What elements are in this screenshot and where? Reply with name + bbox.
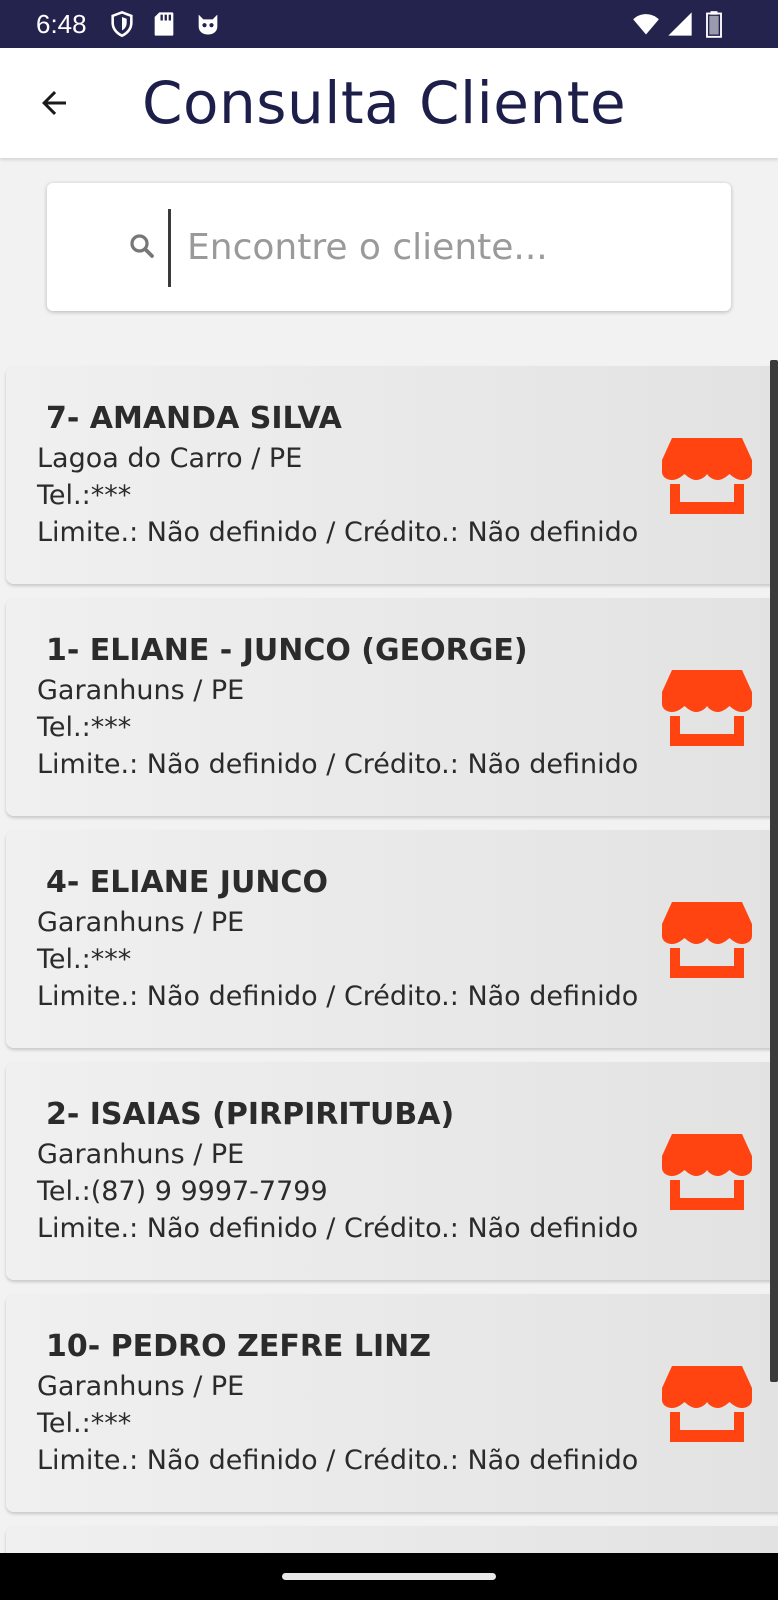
client-city: Garanhuns / PE — [37, 1139, 245, 1170]
client-name: 10- PEDRO ZEFRE LINZ — [46, 1329, 431, 1364]
sd-card-icon — [150, 10, 178, 38]
client-card[interactable] — [6, 1062, 778, 1280]
client-credit: Limite.: Não definido / Crédito.: Não definido — [37, 749, 639, 780]
text-cursor — [168, 209, 171, 287]
status-time: 6:48 — [36, 9, 87, 39]
client-credit: Limite.: Não definido / Crédito.: Não definido — [37, 1445, 639, 1476]
client-credit: Limite.: Não definido / Crédito.: Não definido — [37, 1213, 639, 1244]
client-credit: Limite.: Não definido / Crédito.: Não definido — [37, 981, 639, 1012]
arrow-left-icon — [36, 85, 72, 121]
search-input[interactable] — [187, 213, 717, 281]
back-button[interactable] — [26, 78, 82, 128]
shield-icon — [108, 10, 136, 38]
client-list[interactable] — [0, 360, 778, 1553]
client-credit: Limite.: Não definido / Crédito.: Não definido — [37, 517, 639, 548]
store-icon[interactable] — [662, 902, 752, 978]
client-city: Lagoa do Carro / PE — [37, 443, 303, 474]
battery-icon — [700, 10, 728, 38]
search-icon — [127, 231, 157, 261]
page-title: Consulta Cliente — [142, 69, 627, 137]
client-name: 4- ELIANE JUNCO — [46, 865, 328, 900]
signal-icon — [666, 10, 694, 38]
app-header — [0, 48, 778, 158]
search-box[interactable] — [47, 183, 731, 311]
client-name: 1- ELIANE - JUNCO (GEORGE) — [46, 633, 528, 668]
client-card[interactable] — [6, 1526, 778, 1553]
client-city: Garanhuns / PE — [37, 907, 245, 938]
client-card[interactable] — [6, 598, 778, 816]
scrollbar[interactable] — [770, 360, 778, 1382]
wifi-icon — [632, 10, 660, 38]
store-icon[interactable] — [662, 670, 752, 746]
client-phone: Tel.:(87) 9 9997-7799 — [37, 1176, 328, 1207]
client-phone: Tel.:*** — [37, 712, 132, 743]
client-phone: Tel.:*** — [37, 1408, 132, 1439]
home-indicator[interactable] — [282, 1573, 496, 1580]
store-icon[interactable] — [662, 438, 752, 514]
client-phone: Tel.:*** — [37, 480, 132, 511]
client-name: 7- AMANDA SILVA — [46, 401, 342, 436]
store-icon[interactable] — [662, 1366, 752, 1442]
navigation-bar — [0, 1553, 778, 1600]
client-city: Garanhuns / PE — [37, 1371, 245, 1402]
client-card[interactable] — [6, 1294, 778, 1512]
client-name: 2- ISAIAS (PIRPIRITUBA) — [46, 1097, 455, 1132]
client-card[interactable] — [6, 830, 778, 1048]
cat-icon — [194, 10, 222, 38]
client-phone: Tel.:*** — [37, 944, 132, 975]
client-card[interactable] — [6, 366, 778, 584]
client-city: Garanhuns / PE — [37, 675, 245, 706]
store-icon[interactable] — [662, 1134, 752, 1210]
status-bar — [0, 0, 778, 48]
